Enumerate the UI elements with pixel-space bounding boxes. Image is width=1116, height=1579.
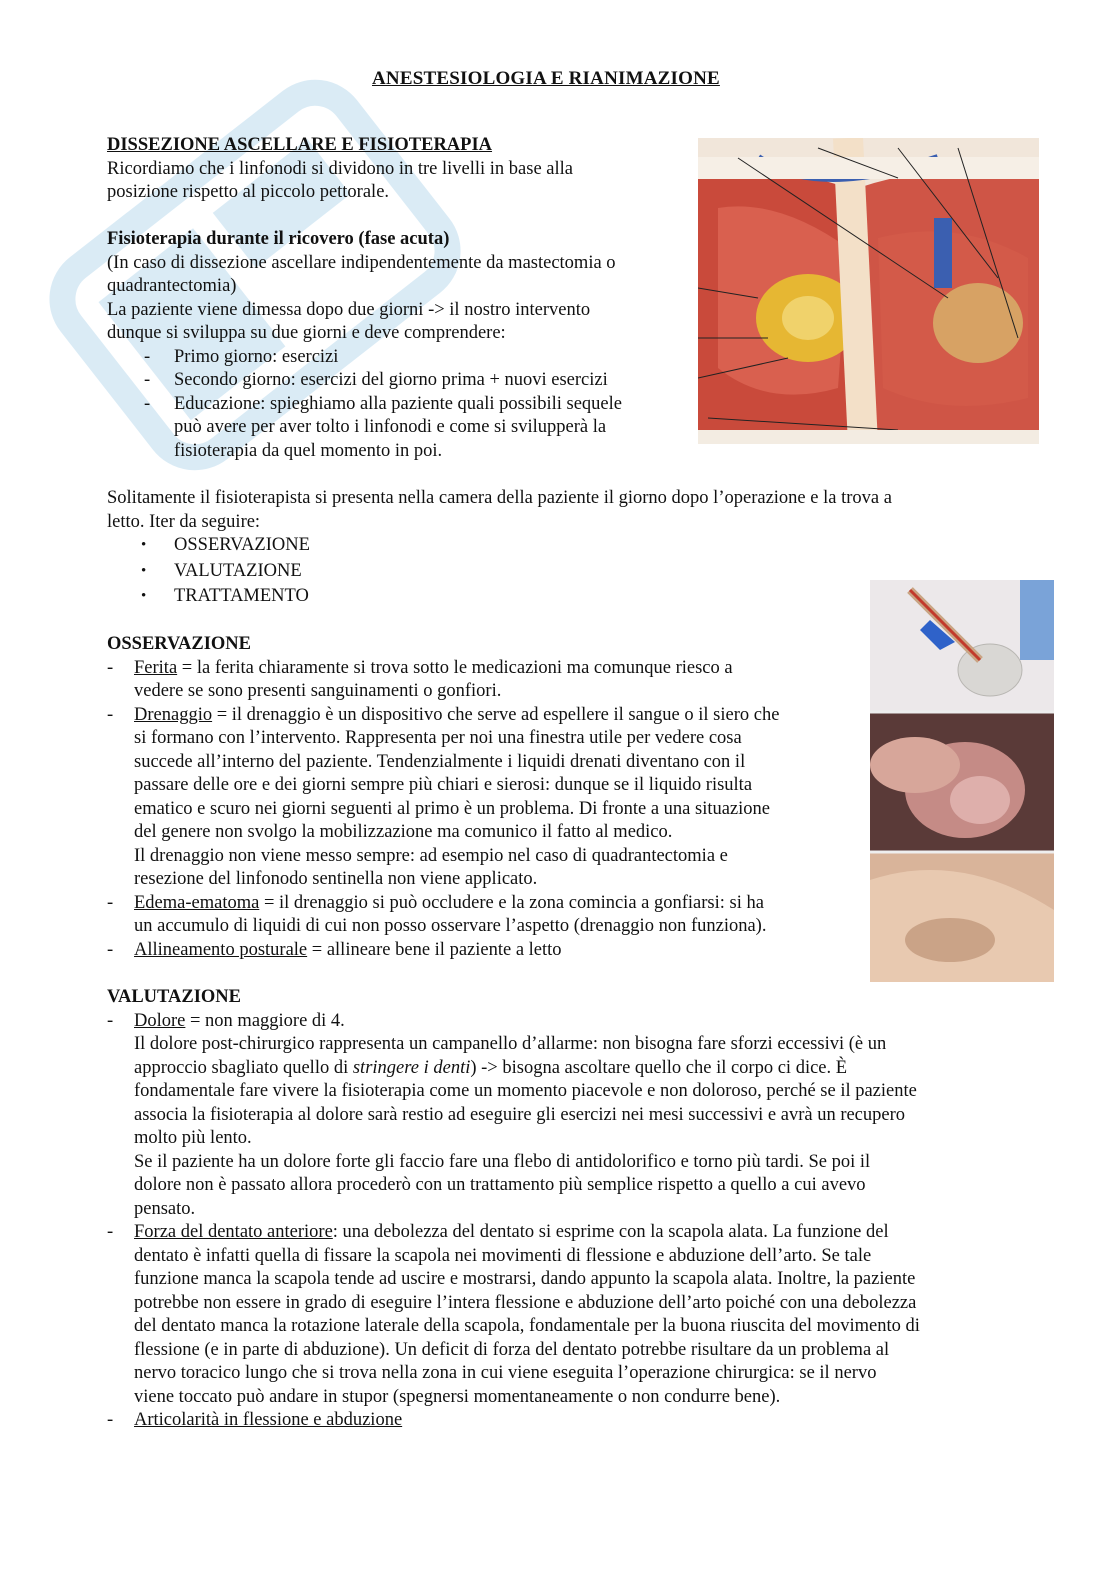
dash-marker: - bbox=[144, 370, 151, 390]
term-desc: = il drenaggio si può occludere e la zona comincia a gonfiarsi: si ha bbox=[259, 892, 764, 913]
list-item-text: OSSERVAZIONE bbox=[174, 535, 310, 555]
photo-stack bbox=[870, 580, 1054, 982]
bullet-marker: • bbox=[141, 562, 147, 579]
dash-marker: - bbox=[107, 892, 114, 913]
dash-marker: - bbox=[107, 1410, 114, 1430]
sub-line: (In caso di dissezione ascellare indipendentemente da mastectomia o bbox=[107, 252, 616, 273]
desc-line: viene toccato può andare in stupor (spegnersi momentaneamente o non condurre bene). bbox=[134, 1386, 781, 1407]
desc-line: dentato è infatti quella di fissare la scapola nei movimenti di flessione e abduzione dell’arto. Se tale bbox=[134, 1245, 872, 1266]
desc-line: un accumulo di liquidi di cui non posso osservare l’aspetto (drenaggio non funziona). bbox=[134, 916, 767, 936]
desc-text: ) -> bisogna ascoltare quello che il corpo ci dice. È bbox=[470, 1057, 848, 1078]
list-item-text: Primo giorno: esercizi bbox=[174, 346, 339, 367]
bullet-marker: • bbox=[141, 537, 147, 553]
desc-text: approccio sbagliato quello di bbox=[134, 1057, 353, 1078]
desc-line: del genere non svolgo la mobilizzazione ma comunico il fatto al medico. bbox=[134, 822, 673, 842]
term: Edema-ematoma bbox=[134, 892, 260, 913]
osservazione-heading: OSSERVAZIONE bbox=[107, 634, 251, 654]
desc-line: dolore non è passato allora procederò con un trattamento più semplice rispetto a quello a cui avevo bbox=[134, 1175, 866, 1195]
list-item-text: VALUTAZIONE bbox=[174, 560, 302, 581]
valutazione-heading: VALUTAZIONE bbox=[107, 987, 241, 1007]
intro-line: Ricordiamo che i linfonodi si dividono in tre livelli in base alla bbox=[107, 158, 574, 179]
list-item bbox=[107, 369, 687, 393]
document-title: ANESTESIOLOGIA E RIANIMAZIONE bbox=[372, 68, 720, 89]
term: Articolarità in flessione e abduzione bbox=[134, 1410, 403, 1430]
desc-line: fondamentale fare vivere la fisioterapia come un momento piacevole e non doloroso, perché se il paziente bbox=[134, 1081, 917, 1101]
dash-marker: - bbox=[107, 939, 114, 960]
dash-marker: - bbox=[144, 346, 151, 367]
desc-line: flessione (e in parte di abduzione). Un deficit di forza del dentato potrebbe risultare da un problema al bbox=[134, 1339, 890, 1360]
desc-line: Il dolore post-chirurgico rappresenta un campanello d’allarme: non bisogna fare sforzi eccessivi (è un bbox=[134, 1034, 887, 1054]
desc-line: si formano con l’intervento. Rappresenta per noi una finestra utile per vedere cosa bbox=[134, 728, 742, 748]
sub-line: La paziente viene dimessa dopo due giorni -> il nostro intervento bbox=[107, 299, 591, 320]
desc-line: associa la fisioterapia al dolore sarà restio ad eseguire gli esercizi nei mesi successivi e avrà un recupero bbox=[134, 1104, 906, 1125]
sub-line: dunque si sviluppa su due giorni e deve comprendere: bbox=[107, 323, 506, 343]
dash-marker: - bbox=[107, 704, 114, 725]
desc-line: passare delle ore e dei giorni sempre più chiari e sierosi: dunque se il liquido risulta bbox=[134, 775, 753, 795]
iter-line: Solitamente il fisioterapista si presenta nella camera della paziente il giorno dopo l’operazione e la trova a bbox=[107, 488, 892, 508]
list-item bbox=[107, 346, 687, 370]
list-item bbox=[107, 1221, 1017, 1409]
dash-marker: - bbox=[144, 393, 151, 414]
anatomy-illustration bbox=[698, 138, 1039, 444]
list-item bbox=[107, 939, 857, 963]
desc-line: potrebbe non essere in grado di eseguire l’intera flessione e abduzione dell’arto poiché con una debolezza bbox=[134, 1292, 917, 1313]
term: Forza del dentato anteriore bbox=[134, 1222, 333, 1242]
list-item bbox=[107, 657, 857, 704]
list-item bbox=[107, 1409, 1017, 1433]
list-item bbox=[107, 892, 857, 939]
term: Drenaggio bbox=[134, 704, 213, 725]
dash-marker: - bbox=[107, 1222, 114, 1242]
subsection-heading: Fisioterapia durante il ricovero (fase acuta) bbox=[107, 229, 450, 249]
dash-marker: - bbox=[107, 657, 114, 678]
list-item bbox=[107, 1010, 1017, 1222]
desc-line: vedere se sono presenti sanguinamenti o gonfiori. bbox=[134, 681, 502, 701]
term: Ferita bbox=[134, 657, 178, 678]
list-item bbox=[107, 393, 687, 464]
valutazione-section bbox=[107, 986, 1017, 1433]
desc-line: nervo toracico lungo che si trova nella zona in cui viene eseguita l’operazione chirurgica: se il nervo bbox=[134, 1363, 877, 1383]
clinical-photos bbox=[870, 580, 1054, 982]
desc-line: pensato. bbox=[134, 1198, 196, 1219]
term-desc: = allineare bene il paziente a letto bbox=[307, 939, 562, 960]
desc-line: ematico e scuro nei giorni seguenti al primo è un problema. Di fronte a una situazione bbox=[134, 798, 770, 819]
desc-line: Se il paziente ha un dolore forte gli faccio fare una flebo di antidolorifico e torno più tardi. Se poi il bbox=[134, 1151, 871, 1172]
list-item-text: fisioterapia da quel momento in poi. bbox=[174, 440, 443, 461]
desc-line: molto più lento. bbox=[134, 1128, 252, 1148]
dash-marker: - bbox=[107, 1010, 114, 1031]
desc-line: succede all’interno del paziente. Tendenzialmente i liquidi drenati diventano con il bbox=[134, 751, 746, 772]
section1-heading: DISSEZIONE ASCELLARE E FISIOTERAPIA bbox=[107, 135, 493, 155]
sub-line: quadrantectomia) bbox=[107, 276, 237, 296]
term-desc: = non maggiore di 4. bbox=[185, 1010, 345, 1031]
desc-line: resezione del linfonodo sentinella non viene applicato. bbox=[134, 869, 538, 889]
italic-text: stringere i denti bbox=[352, 1057, 471, 1078]
anatomy-drawing bbox=[698, 138, 1039, 444]
desc-line: Il drenaggio non viene messo sempre: ad esempio nel caso di quadrantectomia e bbox=[134, 845, 728, 866]
term: Allineamento posturale bbox=[134, 939, 308, 960]
list-item-text: Educazione: spieghiamo alla paziente quali possibili sequele bbox=[174, 393, 622, 414]
iter-line: letto. Iter da seguire: bbox=[107, 511, 261, 532]
list-item-text: TRATTAMENTO bbox=[174, 586, 309, 606]
term-desc: = il drenaggio è un dispositivo che serve ad espellere il sangue o il siero che bbox=[212, 704, 780, 725]
list-item bbox=[107, 704, 857, 892]
term-desc: = la ferita chiaramente si trova sotto le medicazioni ma comunque riesco a bbox=[177, 657, 733, 678]
list-item-text: può avere per aver tolto i linfonodi e come si svilupperà la bbox=[174, 417, 607, 437]
bullet-marker: • bbox=[141, 588, 147, 604]
section1 bbox=[107, 134, 687, 463]
term-desc: : una debolezza del dentato si esprime con la scapola alata. La funzione del bbox=[332, 1222, 889, 1242]
desc-line bbox=[134, 1057, 1017, 1081]
desc-line: funzione manca la scapola tende ad uscire e mostrarsi, dando appunto la scapola alata. Inoltre, la paziente bbox=[134, 1269, 916, 1289]
list-item-text: Secondo giorno: esercizi del giorno prima + nuovi esercizi bbox=[174, 370, 608, 390]
desc-line: del dentato manca la rotazione laterale della scapola, fondamentale per la buona riuscita del movimento di bbox=[134, 1316, 920, 1336]
osservazione-section bbox=[107, 633, 857, 962]
list-item bbox=[107, 534, 1007, 558]
intro-line: posizione rispetto al piccolo pettorale. bbox=[107, 182, 390, 202]
term: Dolore bbox=[134, 1010, 186, 1031]
